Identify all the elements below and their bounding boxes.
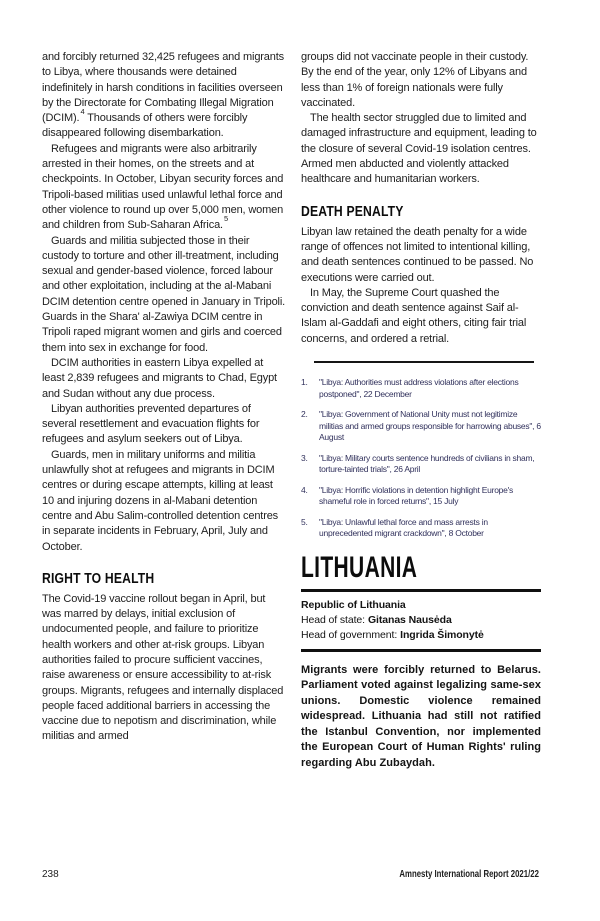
section-heading: RIGHT TO HEALTH bbox=[42, 570, 155, 587]
country-summary: Migrants were forcibly returned to Belarus. Parliament voted against legalizing same-sex unions. Domestic violence remained widespread. Lithuania had still not ratified the Istanbul Convention, nor implemented the European Court of Human Rights' ruling regarding Abu Zubaydah. bbox=[301, 663, 541, 769]
paragraph: In May, the Supreme Court quashed the conviction and death sentence against Saif al-Islam al-Gaddafi and eight others, citing fair trial concerns, and ordered a retrial. bbox=[301, 286, 527, 345]
paragraph: The Covid-19 vaccine rollout began in April, but was marred by delays, initial exclusion of undocumented people, and failure to prioritize health workers and other at-risk groups. Libyan authorities failed to procure sufficient vaccines, raise awareness or ensure accessibility to at-risk groups. Migrants, refugees and internally displaced people faced additional barriers in accessing the vaccine due to nepotism and discrimination, while militias and armed bbox=[42, 592, 284, 743]
footnote-number: 2. bbox=[301, 409, 308, 420]
footnote-text: "Libya: Military courts sentence hundreds of civilians in sham, torture-tainted trials", 26 April bbox=[319, 452, 535, 475]
footnote-number: 1. bbox=[301, 377, 308, 388]
paragraph: Guards, men in military uniforms and militia unlawfully shot at refugees and migrants in DCIM centres or during escape attempts, killing at least 10 and injuring dozens in al-Mabani detention centre and Abu Salim-controlled detention centres in separate incidents in February, April, July and October. bbox=[42, 448, 279, 553]
paragraph: groups did not vaccinate people in their custody. By the end of the year, only 12% of Libyans and less than 1% of foreign nationals were fully vaccinated. bbox=[301, 51, 529, 109]
footnote-text: "Libya: Horrific violations in detention highlight Europe's shameful role in forced returns", 15 July bbox=[319, 484, 514, 507]
footnote-number: 5. bbox=[301, 516, 308, 527]
footnote-ref: 5 bbox=[223, 213, 228, 223]
page-number: 238 bbox=[42, 869, 59, 880]
country-official-name: Republic of Lithuania bbox=[301, 598, 406, 611]
footnote-text: "Libya: Unlawful lethal force and mass arrests in unprecedented migrant crackdown", 8 October bbox=[319, 516, 488, 539]
footnotes-list bbox=[301, 377, 541, 540]
paragraph: Guards and militia subjected those in their custody to torture and other ill-treatment, including sexual and gender-based violence, forced labour and other exploitation, including at the al-Mabani DCIM detention centre opened in January in Tripoli. Guards in the Shara' al-Zawiya DCIM centre in Tripoli raped migrant women and girls and coerced them into sex in exchange for food. bbox=[42, 234, 286, 354]
paragraph: Libyan authorities prevented departures of several resettlement and evacuation flights for refugees and asylum seekers out of Libya. bbox=[42, 402, 260, 446]
footnote-item bbox=[301, 517, 541, 540]
country-info-row bbox=[301, 628, 541, 643]
divider-rule bbox=[301, 589, 541, 592]
country-heading: LITHUANIA bbox=[301, 550, 418, 584]
footnotes-divider bbox=[314, 361, 534, 363]
page-footer bbox=[42, 869, 539, 880]
article-columns bbox=[42, 50, 541, 771]
footnote-item bbox=[301, 377, 541, 400]
paragraph: Refugees and migrants were also arbitrarily arrested in their homes, on the streets and at checkpoints. In October, Libyan security forces and Tripoli-based militias used unlawful lethal force and other violence to round up over 5,000 men, women and children from Sub-Saharan Africa.$^5$ bbox=[42, 142, 284, 232]
right-column bbox=[301, 50, 541, 771]
divider-rule bbox=[301, 649, 541, 652]
left-column bbox=[42, 50, 286, 771]
footnote-item bbox=[301, 485, 541, 508]
paragraph: The health sector struggled due to limited and damaged infrastructure and equipment, leading to the closure of several Covid-19 isolation centres. Armed men abducted and violently attacked healthcare and humanitarian workers. bbox=[301, 112, 537, 186]
footnote-text: "Libya: Government of National Unity must not legitimize militias and armed groups responsible for harrowing abuses", 6 August bbox=[319, 409, 541, 443]
footnote-number: 3. bbox=[301, 452, 308, 463]
section-heading: DEATH PENALTY bbox=[301, 203, 404, 220]
info-label: Head of state: bbox=[301, 613, 365, 626]
footnote-ref: 4 bbox=[80, 106, 85, 116]
paragraph: DCIM authorities in eastern Libya expelled at least 2,839 refugees and migrants to Chad, Egypt and Sudan without any due process. bbox=[42, 356, 277, 400]
info-value: Gitanas Nausėda bbox=[367, 613, 452, 626]
paragraph: Libyan law retained the death penalty for a wide range of offences not limited to intentional killing, and death sentences continued to be passed. No executions were carried out. bbox=[301, 225, 534, 284]
info-label: Head of government: bbox=[301, 628, 398, 641]
footnote-item bbox=[301, 409, 541, 444]
country-info-block bbox=[301, 589, 541, 652]
country-info-row bbox=[301, 613, 541, 628]
footnote-item bbox=[301, 453, 541, 476]
paragraph: and forcibly returned 32,425 refugees and migrants to Libya, where thousands were detained indefinitely in harsh conditions in facilities overseen by the Directorate for Combating Illegal Migration (DCIM).$^4$ Thousands of others were forcibly disappeared following disembarkation. bbox=[42, 51, 284, 140]
footnote-text: "Libya: Authorities must address violations after elections postponed", 22 December bbox=[319, 377, 519, 399]
report-title: Amnesty International Report 2021/22 bbox=[399, 869, 539, 880]
info-value: Ingrida Šimonytė bbox=[400, 628, 484, 641]
footnote-number: 4. bbox=[301, 484, 308, 495]
